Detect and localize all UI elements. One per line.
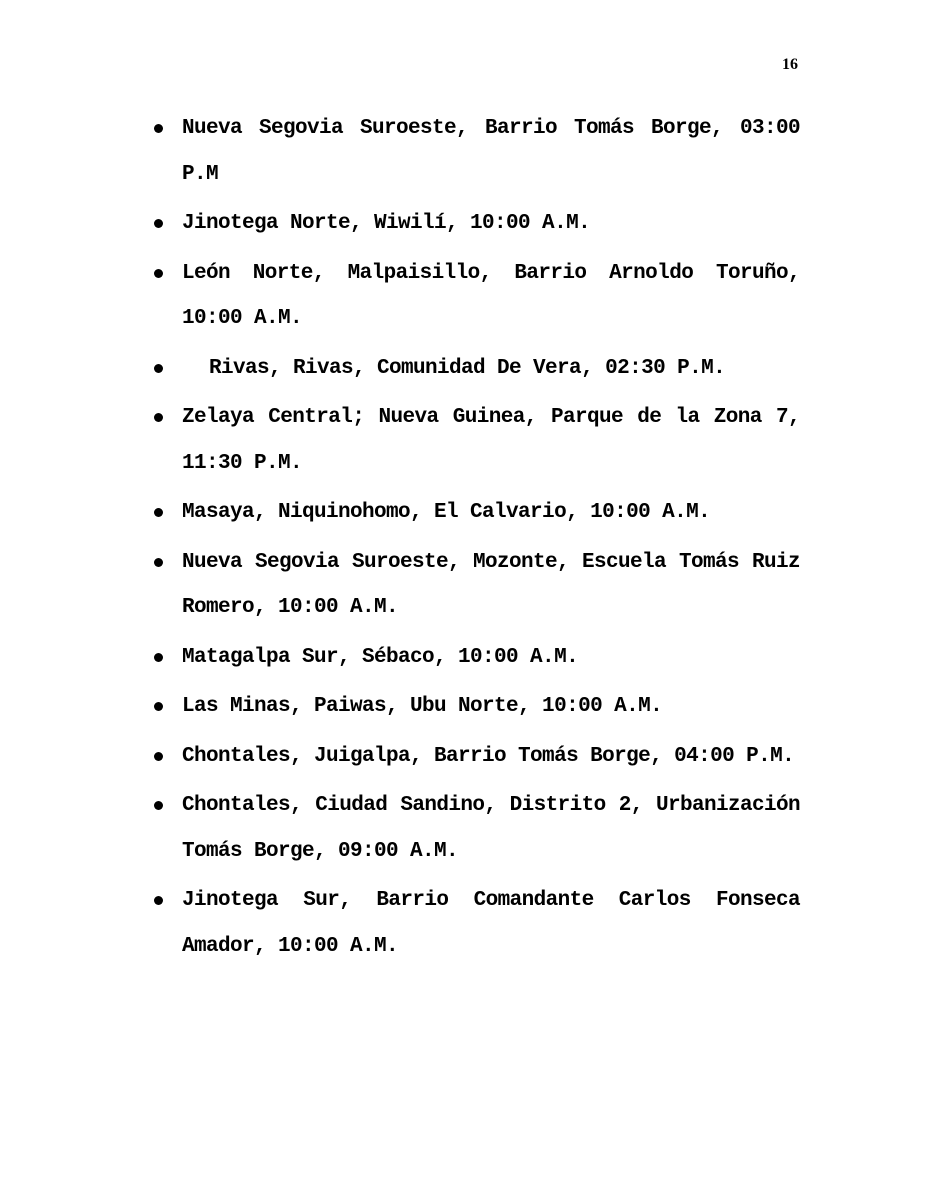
bullet-icon [154, 124, 163, 133]
bullet-icon [154, 752, 163, 761]
list-item-text: Nueva Segovia Suroeste, Mozonte, Escuela Tomás Ruiz Romero, 10:00 A.M. [182, 550, 800, 619]
list-item [150, 635, 800, 681]
bullet-icon [154, 508, 163, 517]
list-item [150, 734, 800, 780]
list-item-text: León Norte, Malpaisillo, Barrio Arnoldo Toruño, 10:00 A.M. [182, 261, 800, 330]
list-item-text: Chontales, Ciudad Sandino, Distrito 2, Urbanización Tomás Borge, 09:00 A.M. [182, 794, 800, 863]
bullet-icon [154, 896, 163, 905]
list-item-text: Chontales, Juigalpa, Barrio Tomás Borge, 04:00 P.M. [182, 744, 795, 768]
page-number: 16 [782, 56, 798, 73]
event-bullet-list [150, 106, 800, 973]
list-item-text: Zelaya Central; Nueva Guinea, Parque de la Zona 7, 11:30 P.M. [182, 406, 800, 475]
list-item [150, 490, 800, 536]
bullet-icon [154, 653, 163, 662]
bullet-icon [154, 702, 163, 711]
bullet-icon [154, 364, 163, 373]
list-item [150, 346, 800, 392]
list-item [150, 783, 800, 874]
list-item-text: Matagalpa Sur, Sébaco, 10:00 A.M. [182, 645, 579, 669]
bullet-icon [154, 558, 163, 567]
list-item-text: Jinotega Sur, Barrio Comandante Carlos Fonseca Amador, 10:00 A.M. [182, 889, 800, 958]
list-item [150, 878, 800, 969]
list-item [150, 540, 800, 631]
list-item-text: Nueva Segovia Suroeste, Barrio Tomás Borge, 03:00 P.M [182, 117, 800, 186]
list-item [150, 684, 800, 730]
list-item [150, 106, 800, 197]
bullet-icon [154, 413, 163, 422]
list-item [150, 201, 800, 247]
list-item-text: Rivas, Rivas, Comunidad De Vera, 02:30 P.M. [209, 356, 726, 380]
list-item-text: Las Minas, Paiwas, Ubu Norte, 10:00 A.M. [182, 695, 663, 718]
bullet-icon [154, 269, 163, 278]
list-item [150, 251, 800, 342]
bullet-icon [154, 219, 163, 228]
list-item-text: Jinotega Norte, Wiwilí, 10:00 A.M. [182, 212, 591, 235]
list-item [150, 395, 800, 486]
bullet-icon [154, 801, 163, 810]
list-item-text: Masaya, Niquinohomo, El Calvario, 10:00 A.M. [182, 501, 711, 524]
